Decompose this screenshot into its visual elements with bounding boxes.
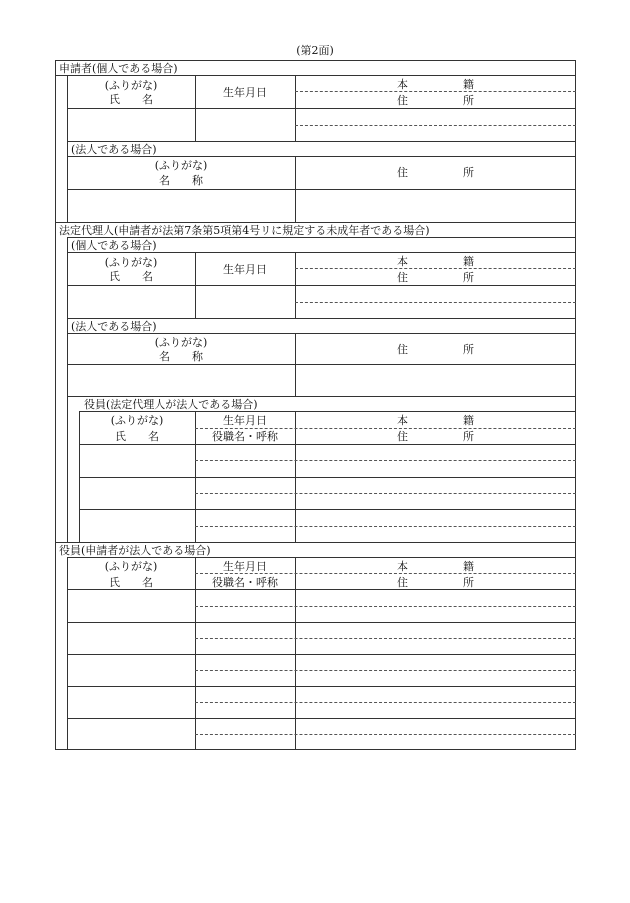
legal-rep-section-title: 法定代理人(申請者が法第7条第5項第4号リに規定する未成年者である場合) — [59, 224, 430, 237]
applicant-honseki-header: 本 籍 — [397, 78, 474, 91]
applicant-section-title: 申請者(個人である場合) — [59, 62, 178, 75]
legal-rep-corp-title: (法人である場合) — [71, 320, 157, 333]
legal-rep-indiv-title: (個人である場合) — [71, 239, 157, 252]
lr-officer-address-header: 住 所 — [397, 430, 474, 443]
lr-officer-name-header: 氏 名 — [115, 430, 159, 443]
legal-rep-officers-title: 役員(法定代理人が法人である場合) — [84, 398, 258, 411]
applicant-corp-address-header: 住 所 — [397, 166, 474, 179]
officer-name-header: 氏 名 — [109, 576, 153, 589]
officers-section-title: 役員(申請者が法人である場合) — [59, 544, 211, 557]
applicant-address-header: 住 所 — [397, 94, 474, 107]
legal-rep-honseki-header: 本 籍 — [397, 255, 474, 268]
lr-officer-honseki-header: 本 籍 — [397, 414, 474, 427]
applicant-furigana-header: (ふりがな) — [104, 79, 158, 92]
lr-officer-furigana-header: (ふりがな) — [110, 414, 164, 427]
legal-rep-corp-furigana-header: (ふりがな) — [154, 336, 208, 349]
legal-rep-name-header: 氏 名 — [109, 270, 153, 283]
legal-rep-corp-name-header: 名 称 — [159, 350, 203, 363]
officer-dob-header: 生年月日 — [223, 560, 267, 573]
applicant-corp-title: (法人である場合) — [71, 143, 157, 156]
applicant-dob-header: 生年月日 — [223, 86, 267, 99]
applicant-corp-name-header: 名 称 — [159, 174, 203, 187]
applicant-name-header: 氏 名 — [109, 93, 153, 106]
officer-address-header: 住 所 — [397, 576, 474, 589]
legal-rep-furigana-header: (ふりがな) — [104, 256, 158, 269]
legal-rep-address-header: 住 所 — [397, 271, 474, 284]
applicant-corp-furigana-header: (ふりがな) — [154, 159, 208, 172]
legal-rep-corp-address-header: 住 所 — [397, 343, 474, 356]
officer-furigana-header: (ふりがな) — [104, 560, 158, 573]
officer-role-header: 役職名・呼称 — [212, 576, 278, 589]
legal-rep-dob-header: 生年月日 — [223, 263, 267, 276]
officer-honseki-header: 本 籍 — [397, 560, 474, 573]
page-number-label: (第2面) — [296, 44, 334, 57]
lr-officer-dob-header: 生年月日 — [223, 414, 267, 427]
lr-officer-role-header: 役職名・呼称 — [212, 430, 278, 443]
